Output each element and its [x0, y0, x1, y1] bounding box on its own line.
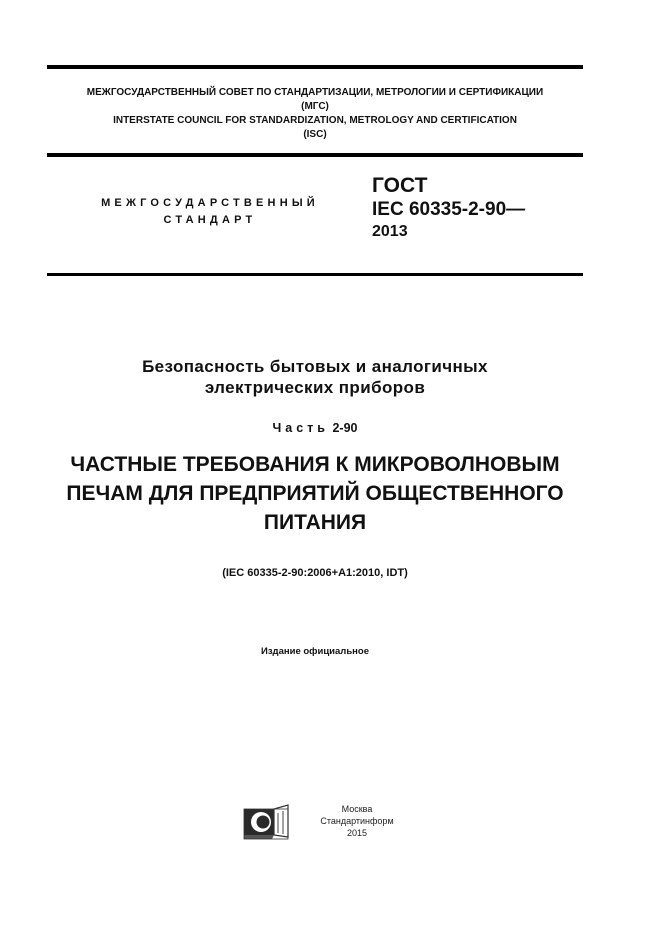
subtitle-line1: Безопасность бытовых и аналогичных [142, 357, 488, 376]
publisher-name: Стандартинформ [320, 816, 394, 826]
title-line1: ЧАСТНЫЕ ТРЕБОВАНИЯ К МИКРОВОЛНОВЫМ [70, 453, 560, 476]
standard-year: 2013 [372, 223, 408, 240]
publisher-year: 2015 [346, 828, 368, 838]
council-name-en: INTERSTATE COUNCIL FOR STANDARDIZATION, METROLOGY AND CERTIFICATION [113, 115, 517, 126]
council-name-ru: МЕЖГОСУДАРСТВЕННЫЙ СОВЕТ ПО СТАНДАРТИЗАЦИИ, МЕТРОЛОГИИ И СЕРТИФИКАЦИИ [86, 87, 544, 98]
part-number: 2-90 [332, 421, 358, 435]
designation-rule [47, 273, 583, 276]
publisher-block [242, 803, 394, 841]
part-heading [47, 421, 583, 435]
title-line2: ПЕЧАМ ДЛЯ ПРЕДПРИЯТИЙ ОБЩЕСТВЕННОГО [66, 482, 564, 505]
subtitle-line2: электрических приборов [204, 378, 426, 397]
header-rule [47, 153, 583, 157]
edition-label: Издание официальное [261, 646, 369, 657]
council-header [47, 86, 583, 142]
top-rule [47, 65, 583, 69]
publisher-city: Москва [341, 804, 373, 814]
standartinform-logo-icon [242, 803, 294, 841]
part-label: Часть [272, 421, 329, 435]
iec-reference: (IEC 60335-2-90:2006+A1:2010, IDT) [222, 567, 408, 579]
document-subtitle [47, 356, 583, 398]
gost-label: ГОСТ [372, 174, 428, 197]
standard-designation [372, 174, 525, 243]
document-title [30, 450, 600, 537]
standard-type [60, 195, 360, 229]
standard-code: IEC 60335-2-90— [372, 199, 526, 220]
title-line3: ПИТАНИЯ [263, 511, 367, 534]
publisher-info [302, 803, 412, 839]
council-abbr-en: (ISC) [303, 129, 327, 140]
council-abbr-ru: (МГС) [301, 101, 329, 112]
standard-type-line2: СТАНДАРТ [163, 214, 257, 226]
standard-type-line1: МЕЖГОСУДАРСТВЕННЫЙ [101, 197, 319, 209]
